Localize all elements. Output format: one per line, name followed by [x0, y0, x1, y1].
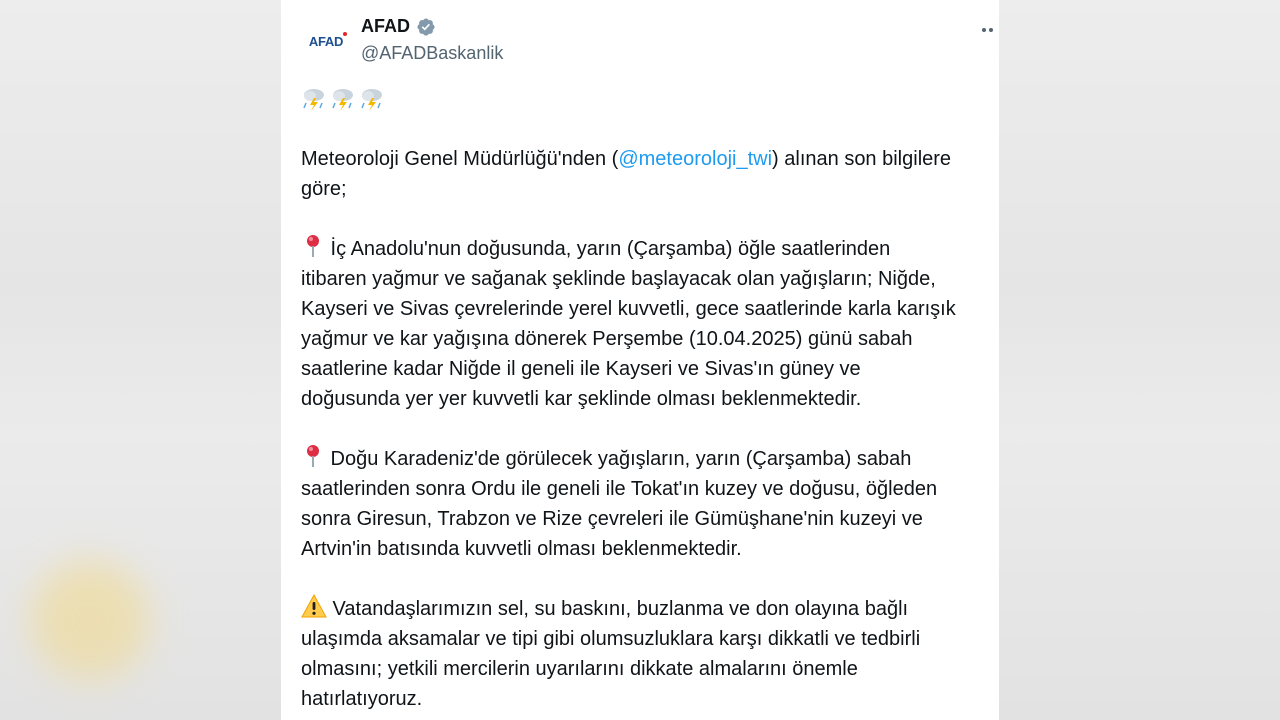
author-name[interactable]: AFAD	[361, 16, 410, 36]
text-line: sonra Giresun, Trabzon ve Rize çevreleri ile Gümüşhane'nin kuzeyi ve	[301, 508, 923, 530]
tweet-card	[281, 0, 999, 720]
text-line: doğusunda yer yer kuvvetli kar şeklinde olması beklenmektedir.	[301, 388, 862, 410]
text-segment: ) alınan son bilgilere	[772, 148, 952, 170]
background-blur-spot	[30, 560, 150, 680]
text-line: saatlerinden sonra Ordu ile geneli ile Tokat'ın kuzey ve doğusu, öğleden	[301, 478, 938, 500]
round-pushpin-icon	[301, 234, 325, 258]
text-line: Kayseri ve Sivas çevrelerinde yerel kuvvetli, gece saatlerinde karla karışık	[301, 298, 956, 320]
more-options-icon	[982, 28, 993, 32]
author-row	[361, 16, 436, 37]
text-line: Artvin'in batısında kuvvetli olması beklenmektedir.	[301, 538, 742, 560]
verified-badge-icon	[416, 17, 436, 37]
text-line: ulaşımda aksamalar ve tipi gibi olumsuzluklara karşı dikkatli ve tedbirli	[301, 628, 921, 650]
text-line: olmasını; yetkili mercilerin uyarılarını dikkate almalarını önemle	[301, 658, 858, 680]
text-line	[301, 444, 999, 474]
round-pushpin-icon	[301, 444, 325, 468]
text-segment: Meteoroloji Genel Müdürlüğü'nden (	[301, 148, 619, 170]
text-line: hatırlatıyoruz.	[301, 688, 423, 710]
tweet-text	[301, 84, 999, 714]
thunder-cloud-rain-icon	[301, 84, 385, 112]
text-segment: Doğu Karadeniz'de görülecek yağışların, yarın (Çarşamba) sabah	[325, 448, 912, 470]
afad-logo: AFAD	[308, 33, 344, 49]
text-segment: Vatandaşlarımızın sel, su baskını, buzlanma ve don olayına bağlı	[327, 598, 909, 620]
warning-icon	[301, 594, 327, 618]
more-options-button[interactable]	[975, 18, 999, 42]
mention-link[interactable]: @meteoroloji_twi	[618, 148, 773, 170]
text-line: itibaren yağmur ve sağanak şeklinde başlayacak olan yağışların; Niğde,	[301, 268, 936, 290]
text-segment: İç Anadolu'nun doğusunda, yarın (Çarşamba) öğle saatlerinden	[325, 238, 891, 260]
text-line: saatlerine kadar Niğde il geneli ile Kayseri ve Sivas'ın güney ve	[301, 358, 861, 380]
text-line	[301, 594, 999, 624]
author-handle[interactable]: @AFADBaskanlik	[361, 43, 504, 63]
blurred-background-right	[999, 0, 1280, 720]
tweet-header	[301, 14, 999, 70]
storm-emoji-row	[301, 84, 999, 114]
text-line	[301, 144, 999, 174]
text-line: göre;	[301, 178, 347, 200]
blurred-background-left	[0, 0, 281, 720]
text-line: yağmur ve kar yağışına dönerek Perşembe (10.04.2025) günü sabah	[301, 328, 913, 350]
text-line	[301, 234, 999, 264]
avatar[interactable]	[301, 16, 351, 66]
